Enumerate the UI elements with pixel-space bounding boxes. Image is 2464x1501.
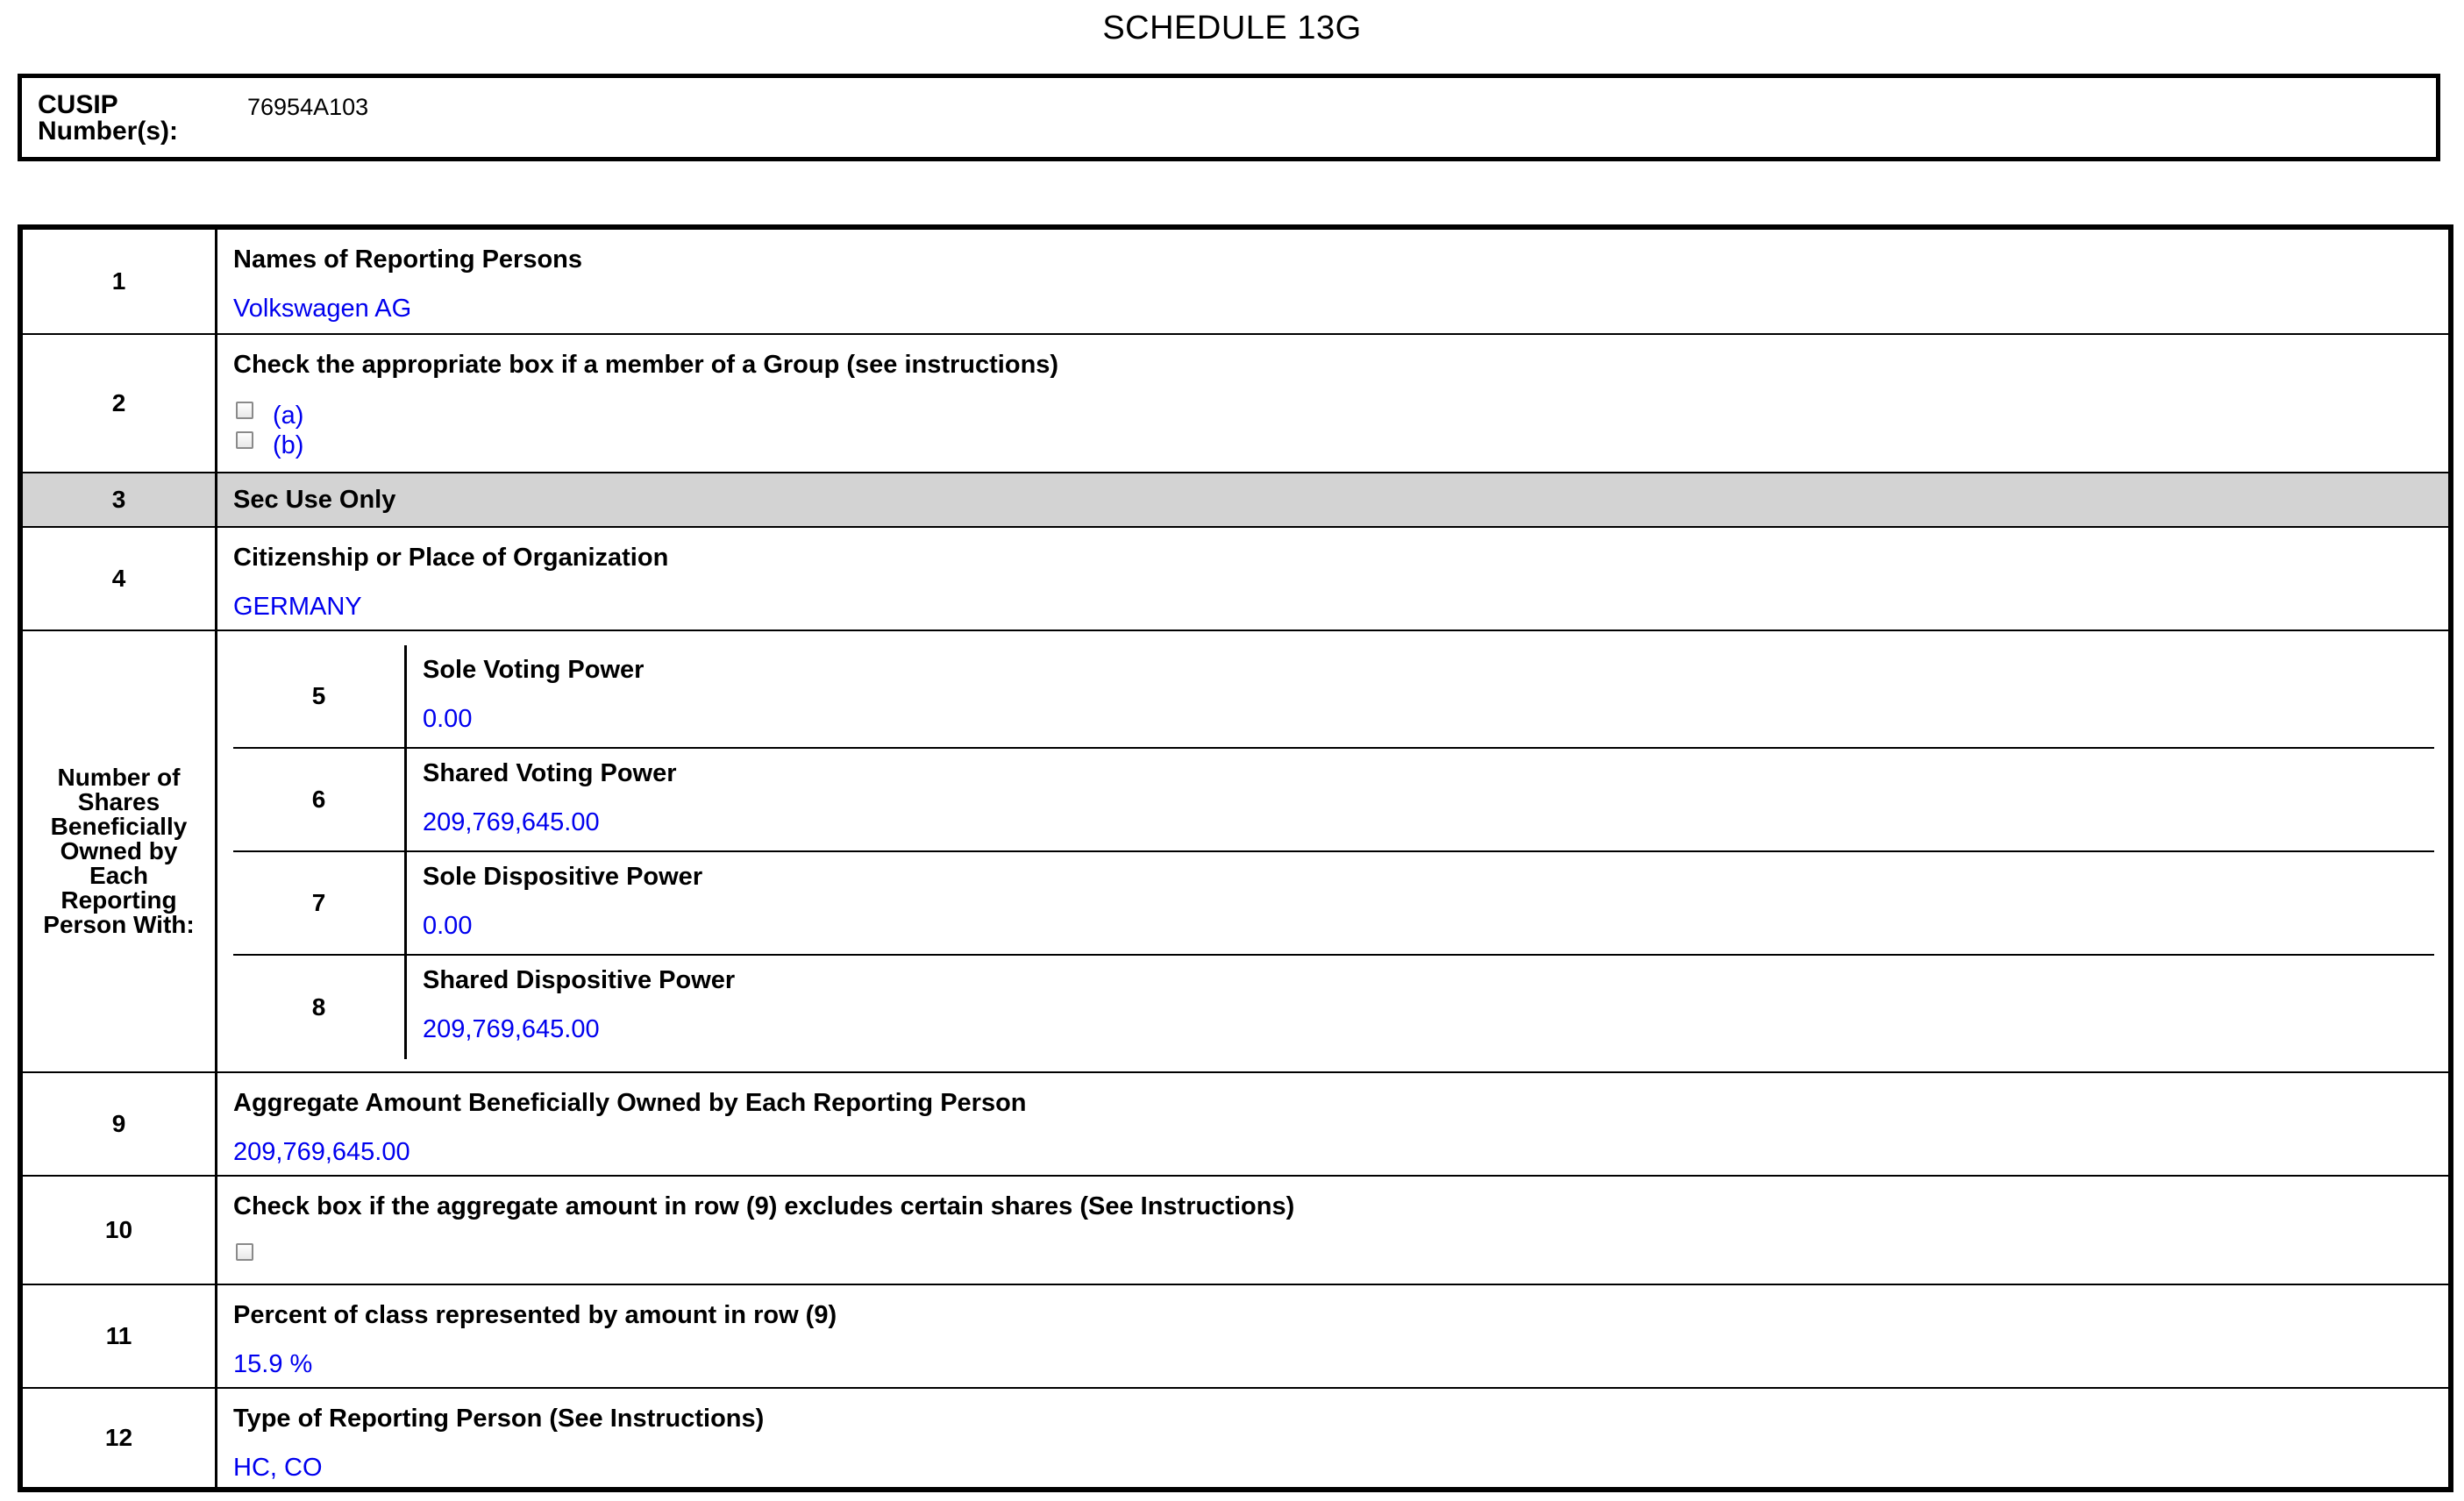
shares-label-line: Owned by [60,837,178,864]
cusip-label [38,92,178,145]
shares-label-line: Reporting [61,886,177,914]
reporting-person-name: Volkswagen AG [233,295,412,323]
row-label: Percent of class represented by amount in row (9) [233,1301,837,1329]
row-label: Check box if the aggregate amount in row (9) excludes certain shares (See Instructions) [233,1192,1295,1220]
row-10 [23,1177,2448,1285]
citizenship-value: GERMANY [233,593,362,621]
row-4 [23,528,2448,631]
row-label: Shared Dispositive Power [423,966,736,994]
shares-label-line: Each [89,862,148,889]
row-label: Shared Voting Power [423,759,677,787]
shares-subtable [233,645,2434,1057]
row-1 [23,230,2448,335]
row-number: 1 [23,230,217,333]
shares-label-line: Person With: [43,911,195,938]
row-number: 9 [23,1073,217,1175]
row-11 [23,1285,2448,1389]
row-content [217,1177,2448,1284]
row-label: Type of Reporting Person (See Instructions) [233,1405,765,1433]
group-checkbox-b[interactable] [236,431,253,449]
page-title: SCHEDULE 13G [1102,10,1362,46]
row-number: 11 [23,1285,217,1387]
cover-page-table [18,224,2453,1492]
shares-label-line: Shares [77,788,160,815]
row-label: Sole Dispositive Power [423,863,703,891]
sole-dispositive-power-value: 0.00 [423,912,473,940]
row-number: 8 [233,956,407,1059]
row-content [217,230,2448,333]
row-number: 2 [23,335,217,472]
group-option-b-label: (b) [273,431,304,459]
row-9 [23,1073,2448,1177]
row-label: Sec Use Only [233,486,396,514]
row-number: 7 [233,852,407,954]
aggregate-amount-value: 209,769,645.00 [233,1138,410,1166]
row-6 [233,749,2434,852]
row-2 [23,335,2448,473]
row-content [217,335,2448,472]
row-label: Names of Reporting Persons [233,245,583,274]
shares-label-line: Beneficially [50,813,188,840]
cusip-value: 76954A103 [247,94,369,120]
row-number: 12 [23,1389,217,1487]
row-number: 5 [233,645,407,747]
group-checkbox-a[interactable] [236,402,253,419]
row-content [217,1389,2448,1487]
shared-voting-power-value: 209,769,645.00 [423,808,600,836]
row-content [217,528,2448,630]
shared-dispositive-power-value: 209,769,645.00 [423,1015,600,1043]
cusip-box [18,74,2440,161]
row-label: Check the appropriate box if a member of a Group (see instructions) [233,351,1059,379]
row-label: Sole Voting Power [423,656,644,684]
row-content [407,645,2434,747]
row-content [217,1285,2448,1387]
row-7 [233,852,2434,956]
row-content [217,1073,2448,1175]
row-shares-beneficially-owned [23,631,2448,1073]
row-8 [233,956,2434,1059]
type-of-reporting-person-value: HC, CO [233,1454,323,1482]
shares-owned-label [23,631,217,1071]
row-content [407,852,2434,954]
row-number: 6 [233,749,407,850]
row-label: Aggregate Amount Beneficially Owned by Each Reporting Person [233,1089,1027,1117]
row-content [407,749,2434,850]
row-label: Citizenship or Place of Organization [233,544,669,572]
row-5 [233,645,2434,749]
row-number: 3 [23,473,217,526]
cusip-label-line1: CUSIP [38,90,118,119]
row-3 [23,473,2448,528]
row-content [407,956,2434,1059]
percent-of-class-value: 15.9 % [233,1350,313,1378]
row-content [217,473,2448,526]
row-12 [23,1389,2448,1487]
shares-label-line: Number of [57,764,181,791]
sole-voting-power-value: 0.00 [423,705,473,733]
row-number: 4 [23,528,217,630]
excludes-shares-checkbox[interactable] [236,1243,253,1261]
row-number: 10 [23,1177,217,1284]
cusip-label-line2: Number(s): [38,117,179,146]
group-option-a-label: (a) [273,402,304,430]
